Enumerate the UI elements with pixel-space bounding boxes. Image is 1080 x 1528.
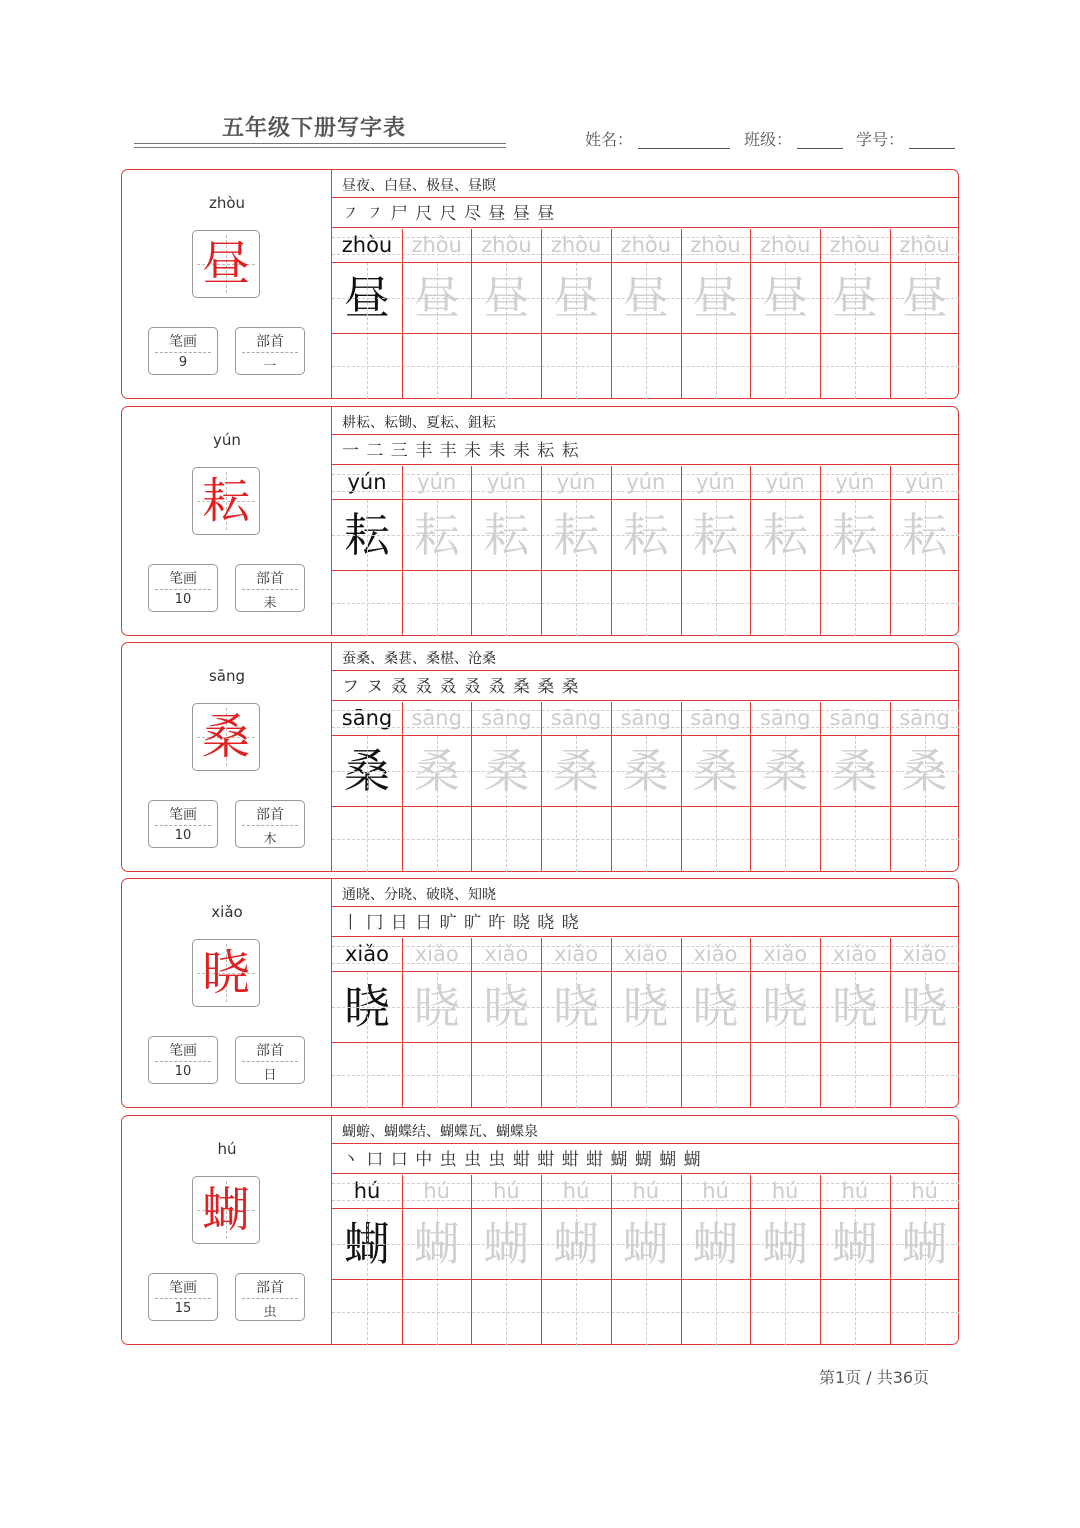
title-underline	[134, 143, 506, 144]
main-character-box	[192, 703, 260, 771]
pinyin-trace-cell[interactable]: yún	[556, 470, 596, 494]
character-trace-cell[interactable]: 昼	[622, 271, 669, 325]
stroke-order: フ ヌ 叒 叒 叒 叒 叒 桑 桑 桑	[342, 677, 580, 697]
character-trace-cell[interactable]: 桑	[622, 744, 669, 798]
card-info-panel	[122, 879, 332, 1107]
example-words: 通晓、分晓、破晓、知晓	[342, 887, 496, 903]
card-pinyin: xiǎo	[211, 903, 243, 921]
card-info-panel	[122, 407, 332, 635]
number-blank[interactable]	[909, 148, 955, 149]
title-underline	[134, 147, 506, 148]
character-trace-cell[interactable]: 蝴	[483, 1217, 530, 1271]
main-character: 桑	[201, 709, 250, 765]
stroke-order: 丶 口 口 中 虫 虫 虫 蚶 蚶 蚶 蚶 蝴 蝴 蝴 蝴	[342, 1150, 702, 1170]
character-card	[121, 406, 959, 636]
stroke-order: ㇇ ㇇ 尸 尺 尺 尽 昼 昼 昼	[342, 204, 556, 224]
pinyin-trace-cell[interactable]: yún	[695, 470, 736, 494]
character-trace-cell[interactable]: 蝴	[553, 1217, 600, 1271]
pinyin-trace-cell[interactable]: hú	[562, 1179, 590, 1203]
stroke-count-value: 9	[178, 355, 188, 370]
radical-value: 一	[263, 359, 277, 374]
practice-grid	[332, 938, 959, 1108]
pinyin-trace-cell[interactable]: xiǎo	[554, 942, 599, 966]
pinyin-trace-cell[interactable]: xiǎo	[484, 942, 529, 966]
pinyin-trace-cell[interactable]: sāng	[341, 706, 393, 730]
practice-area	[332, 170, 958, 398]
pinyin-trace-cell[interactable]: sāng	[620, 706, 672, 730]
stroke-count-label: 笔画	[169, 334, 197, 350]
pinyin-trace-cell[interactable]: hú	[353, 1179, 381, 1203]
character-card	[121, 642, 959, 872]
pinyin-trace-cell[interactable]: xiǎo	[902, 942, 947, 966]
character-card	[121, 878, 959, 1108]
radical-value: 耒	[263, 596, 277, 611]
character-trace-cell[interactable]: 桑	[692, 744, 739, 798]
character-trace-cell[interactable]: 晓	[553, 980, 600, 1034]
stroke-count-label: 笔画	[169, 807, 197, 823]
pinyin-trace-cell[interactable]: yún	[486, 470, 526, 494]
radical-value: 日	[263, 1068, 277, 1083]
pinyin-trace-cell[interactable]: zhòu	[341, 233, 393, 257]
name-blank[interactable]	[638, 148, 730, 149]
character-trace-cell[interactable]: 耘	[831, 508, 878, 562]
pinyin-trace-cell[interactable]: zhòu	[829, 233, 881, 257]
radical-value: 虫	[263, 1305, 277, 1320]
pinyin-trace-cell[interactable]: hú	[632, 1179, 660, 1203]
stroke-count-box	[148, 1036, 218, 1084]
pinyin-trace-cell[interactable]: zhòu	[899, 233, 950, 257]
pinyin-trace-cell[interactable]: yún	[765, 470, 805, 494]
practice-grid	[332, 466, 959, 636]
worksheet-title: 五年级下册写字表	[222, 116, 407, 141]
name-label: 姓名：	[585, 130, 634, 149]
pinyin-trace-cell[interactable]: xiǎo	[414, 942, 459, 966]
example-words: 蚕桑、桑葚、桑椹、沧桑	[342, 651, 496, 667]
character-trace-cell[interactable]: 昼	[483, 271, 530, 325]
number-label: 学号：	[856, 130, 905, 149]
radical-box	[235, 800, 305, 848]
stroke-count-value: 10	[174, 592, 192, 607]
main-character-box	[192, 1176, 260, 1244]
pinyin-trace-cell[interactable]: xiǎo	[693, 942, 738, 966]
radical-label: 部首	[256, 1280, 284, 1296]
character-card	[121, 1115, 959, 1345]
stroke-count-box	[148, 800, 218, 848]
character-trace-cell[interactable]: 桑	[831, 744, 878, 798]
practice-area	[332, 1116, 958, 1344]
character-trace-cell[interactable]: 桑	[762, 744, 809, 798]
main-character-box	[192, 230, 260, 298]
stroke-count-box	[148, 564, 218, 612]
radical-label: 部首	[256, 334, 284, 350]
character-trace-cell[interactable]: 耘	[692, 508, 739, 562]
character-trace-cell[interactable]: 昼	[831, 271, 878, 325]
stroke-count-label: 笔画	[169, 571, 197, 587]
character-trace-cell[interactable]: 桑	[553, 744, 600, 798]
card-info-panel	[122, 170, 332, 398]
stroke-count-box	[148, 327, 218, 375]
character-trace-cell[interactable]: 晓	[344, 980, 390, 1034]
character-trace-cell[interactable]: 昼	[553, 271, 600, 325]
character-trace-cell[interactable]: 晓	[762, 980, 809, 1034]
example-words: 耕耘、耘锄、夏耘、鉏耘	[342, 415, 496, 431]
character-trace-cell[interactable]: 桑	[483, 744, 530, 798]
stroke-count-label: 笔画	[169, 1043, 197, 1059]
stroke-count-box	[148, 1273, 218, 1321]
character-trace-cell[interactable]: 蝴	[692, 1217, 739, 1271]
radical-label: 部首	[256, 571, 284, 587]
main-character-box	[192, 467, 260, 535]
stroke-order: 一 二 三 丰 丰 未 耒 耒 耘 耘	[342, 441, 580, 461]
class-blank[interactable]	[797, 148, 843, 149]
pinyin-trace-cell[interactable]: sāng	[481, 706, 532, 730]
main-character-box	[192, 939, 260, 1007]
practice-area	[332, 643, 958, 871]
practice-grid	[332, 1175, 959, 1345]
character-card	[121, 169, 959, 399]
pinyin-trace-cell[interactable]: xiǎo	[623, 942, 668, 966]
radical-label: 部首	[256, 807, 284, 823]
radical-box	[235, 1036, 305, 1084]
pinyin-trace-cell[interactable]: zhòu	[481, 233, 532, 257]
card-pinyin: zhòu	[208, 194, 246, 212]
character-trace-cell[interactable]: 晓	[692, 980, 739, 1034]
character-trace-cell[interactable]: 耘	[413, 508, 460, 562]
practice-area	[332, 879, 958, 1107]
character-trace-cell[interactable]: 桑	[344, 744, 390, 798]
card-pinyin: yún	[213, 431, 241, 449]
pinyin-trace-cell[interactable]: sāng	[411, 706, 462, 730]
radical-box	[235, 1273, 305, 1321]
practice-grid	[332, 702, 959, 872]
character-trace-cell[interactable]: 桑	[413, 744, 460, 798]
pinyin-trace-cell[interactable]: zhòu	[759, 233, 811, 257]
character-trace-cell[interactable]: 蝴	[831, 1217, 878, 1271]
pinyin-trace-cell[interactable]: xiǎo	[763, 942, 808, 966]
pinyin-trace-cell[interactable]: yún	[905, 470, 945, 494]
main-character: 晓	[201, 945, 250, 1001]
card-pinyin: sāng	[208, 667, 246, 685]
pinyin-trace-cell[interactable]: hú	[771, 1179, 799, 1203]
radical-box	[235, 564, 305, 612]
character-trace-cell[interactable]: 昼	[692, 271, 739, 325]
pinyin-trace-cell[interactable]: sāng	[550, 706, 602, 730]
stroke-count-value: 10	[174, 828, 192, 843]
main-character: 昼	[201, 236, 250, 292]
stroke-order: 丨 冂 日 日 旷 旷 旿 晓 晓 晓	[342, 913, 580, 933]
practice-grid	[332, 229, 959, 399]
character-trace-cell[interactable]: 耘	[553, 508, 600, 562]
pinyin-trace-cell[interactable]: sāng	[759, 706, 811, 730]
class-label: 班级：	[744, 130, 793, 149]
character-trace-cell[interactable]: 桑	[901, 744, 948, 798]
main-character: 耘	[201, 473, 250, 529]
radical-box	[235, 327, 305, 375]
pinyin-trace-cell[interactable]: xiǎo	[345, 942, 389, 966]
practice-area	[332, 407, 958, 635]
character-trace-cell[interactable]: 耘	[483, 508, 530, 562]
character-trace-cell[interactable]: 耘	[762, 508, 809, 562]
character-trace-cell[interactable]: 昼	[901, 271, 948, 325]
character-trace-cell[interactable]: 晓	[413, 980, 460, 1034]
card-pinyin: hú	[217, 1140, 237, 1158]
stroke-count-value: 15	[174, 1301, 192, 1316]
pinyin-trace-cell[interactable]: sāng	[829, 706, 881, 730]
pinyin-trace-cell[interactable]: zhòu	[620, 233, 672, 257]
radical-value: 木	[263, 832, 277, 847]
character-trace-cell[interactable]: 昼	[762, 271, 809, 325]
page-footer: 第1页 / 共36页	[819, 1368, 930, 1387]
character-trace-cell[interactable]: 耘	[901, 508, 948, 562]
pinyin-trace-cell[interactable]: hú	[702, 1179, 729, 1203]
character-trace-cell[interactable]: 蝴	[413, 1217, 460, 1271]
pinyin-trace-cell[interactable]: sāng	[690, 706, 741, 730]
character-trace-cell[interactable]: 昼	[344, 271, 390, 325]
pinyin-trace-cell[interactable]: hú	[911, 1179, 938, 1203]
pinyin-trace-cell[interactable]: sāng	[899, 706, 950, 730]
stroke-count-value: 10	[174, 1064, 192, 1079]
radical-label: 部首	[256, 1043, 284, 1059]
pinyin-trace-cell[interactable]: yún	[347, 470, 387, 494]
main-character: 蝴	[201, 1182, 250, 1238]
pinyin-trace-cell[interactable]: yún	[835, 470, 875, 494]
character-trace-cell[interactable]: 蝴	[901, 1217, 948, 1271]
pinyin-trace-cell[interactable]: xiǎo	[832, 942, 877, 966]
character-trace-cell[interactable]: 耘	[344, 508, 390, 562]
character-trace-cell[interactable]: 晓	[483, 980, 530, 1034]
card-info-panel	[122, 1116, 332, 1344]
pinyin-trace-cell[interactable]: zhòu	[690, 233, 741, 257]
character-trace-cell[interactable]: 耘	[622, 508, 669, 562]
character-trace-cell[interactable]: 蝴	[622, 1217, 669, 1271]
example-words: 蝴蝣、蝴蝶结、蝴蝶瓦、蝴蝶泉	[342, 1124, 538, 1140]
character-trace-cell[interactable]: 蝴	[344, 1217, 390, 1271]
pinyin-trace-cell[interactable]: zhòu	[411, 233, 462, 257]
pinyin-trace-cell[interactable]: yún	[417, 470, 457, 494]
pinyin-trace-cell[interactable]: hú	[841, 1179, 869, 1203]
pinyin-trace-cell[interactable]: hú	[493, 1179, 520, 1203]
character-trace-cell[interactable]: 昼	[413, 271, 460, 325]
character-trace-cell[interactable]: 晓	[901, 980, 948, 1034]
card-info-panel	[122, 643, 332, 871]
character-trace-cell[interactable]: 晓	[831, 980, 878, 1034]
pinyin-trace-cell[interactable]: hú	[423, 1179, 450, 1203]
stroke-count-label: 笔画	[169, 1280, 197, 1296]
example-words: 昼夜、白昼、极昼、昼瞑	[342, 178, 496, 194]
pinyin-trace-cell[interactable]: yún	[626, 470, 666, 494]
character-trace-cell[interactable]: 晓	[622, 980, 669, 1034]
pinyin-trace-cell[interactable]: zhòu	[550, 233, 602, 257]
character-trace-cell[interactable]: 蝴	[762, 1217, 809, 1271]
